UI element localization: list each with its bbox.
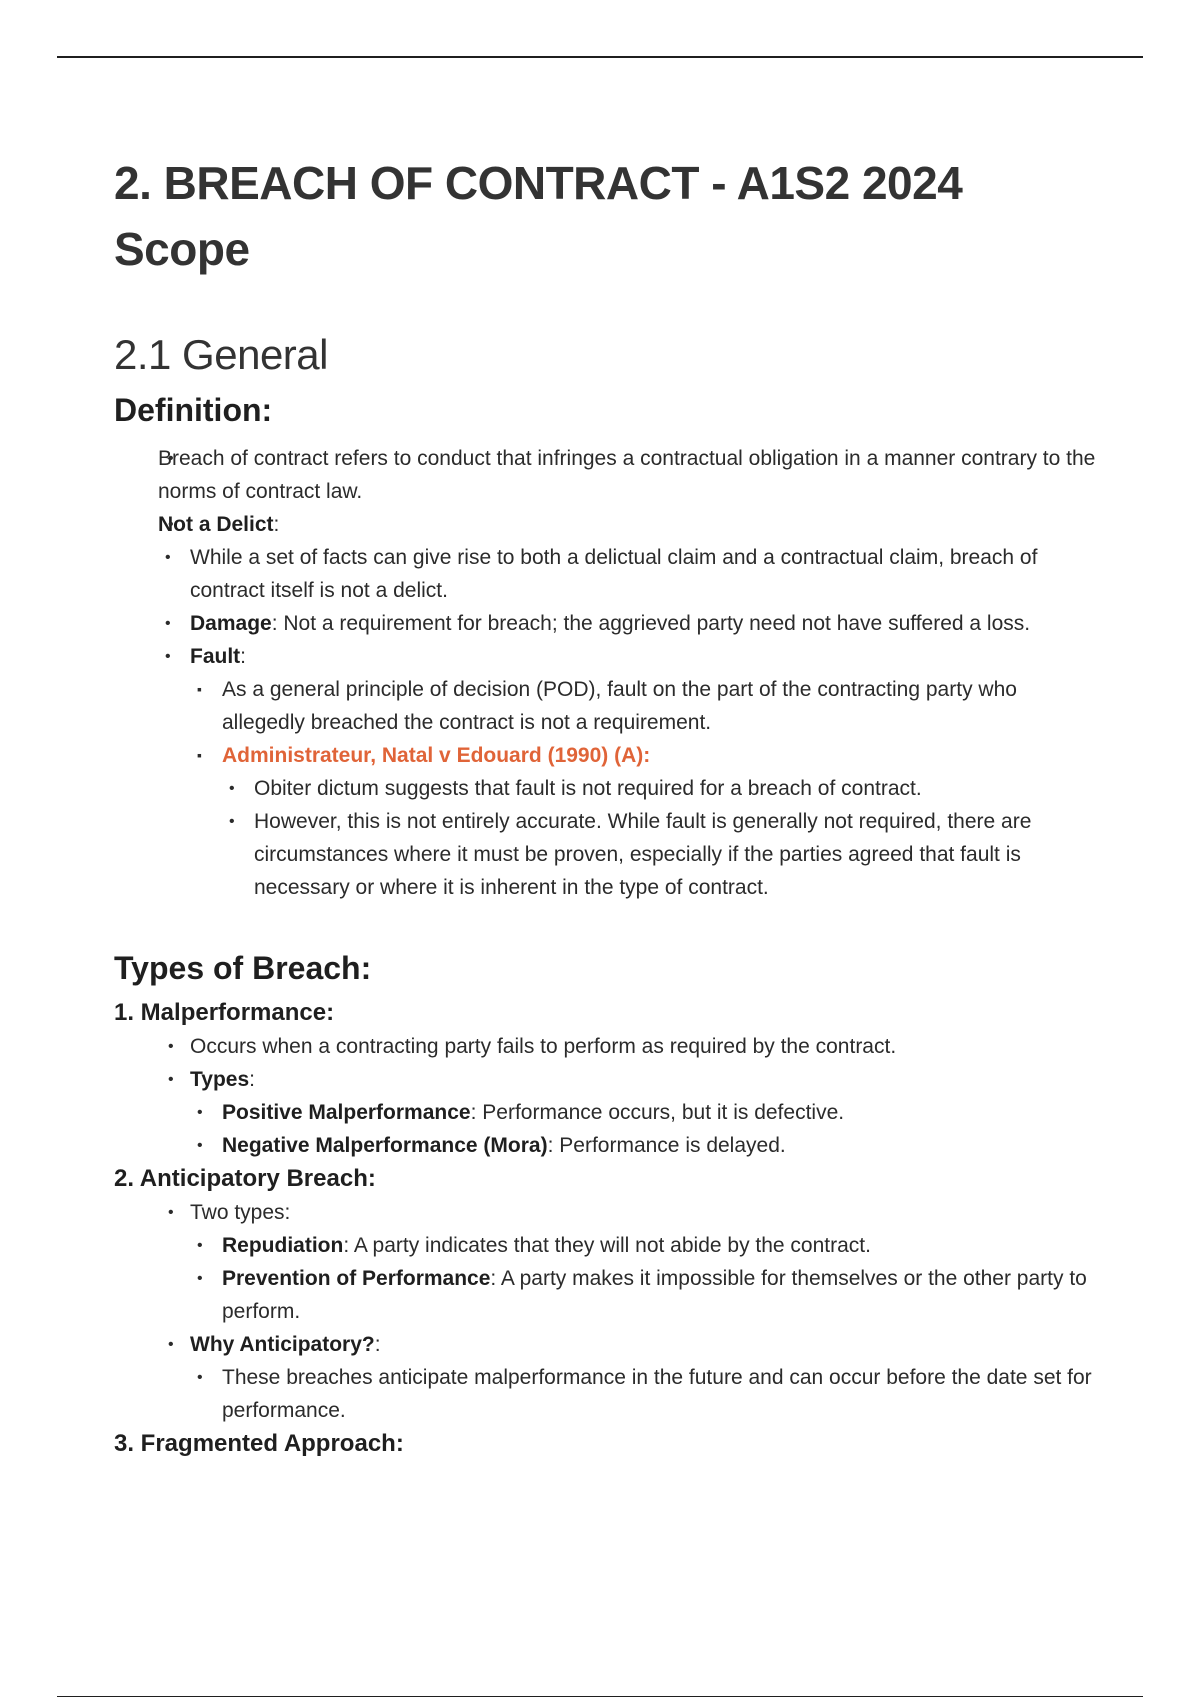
list-item (158, 1196, 1104, 1328)
list-item (254, 805, 1104, 904)
anticipatory-text: Two types: (190, 1201, 291, 1224)
list-item (190, 541, 1104, 607)
negative-text: : Performance is delayed. (547, 1134, 786, 1157)
case-points-list (222, 772, 1104, 904)
positive-text: : Performance occurs, but it is defective. (470, 1101, 845, 1124)
document-title: 2. BREACH OF CONTRACT - A1S2 2024 Scope (114, 157, 963, 275)
repudiation-text: : A party indicates that they will not abide by the contract. (343, 1234, 871, 1257)
section-heading: 2.1 General (114, 331, 328, 378)
why-list (190, 1361, 1104, 1427)
anticipatory-list (114, 1196, 1104, 1427)
not-delict-label: Not a Delict (158, 513, 274, 536)
why-label: Why Anticipatory? (190, 1333, 375, 1356)
not-delict-list (158, 541, 1104, 904)
positive-label: Positive Malperformance (222, 1101, 471, 1124)
repudiation-label: Repudiation (222, 1234, 344, 1257)
list-item: • Types: • Positive Malperformance: Performance occurs, but it is defective. • Negative Malperformance (Mora): Performance is delayed. (158, 1063, 1104, 1162)
case-reference: Administrateur, Natal v Edouard (1990) (A) (222, 744, 644, 767)
why-text: These breaches anticipate malperformance in the future and can occur before the date set for performance. (222, 1366, 1092, 1422)
top-rule (57, 56, 1143, 58)
list-item (158, 1030, 1104, 1063)
malperformance-types-list (190, 1096, 1104, 1162)
fragmented-heading: 3. Fragmented Approach: (114, 1430, 404, 1457)
anticipatory-types-list (190, 1229, 1104, 1328)
malperformance-heading: 1. Malperformance: (114, 999, 335, 1026)
fault-label: Fault (190, 645, 241, 668)
bottom-rule (57, 1696, 1143, 1697)
fault-list (190, 673, 1104, 904)
document-body (114, 150, 1104, 1461)
definition-text: Breach of contract refers to conduct that infringes a contractual obligation in a manner contrary to the norms of contract law. (158, 447, 1096, 503)
malperformance-list (114, 1030, 1104, 1162)
prevention-label: Prevention of Performance (222, 1267, 491, 1290)
list-item: • Fault: ▪ As a general principle of decision (POD), fault on the part of the contracting party who allegedly breached the contract is not a requirement. ▪ Administrateur, Natal v Edouard (1990) (A): • Obiter dictum suggests that fault is not required for a breach of contract. • However, this is not entirely accurate. While fault is generally not required, there are circumstances where it must be proven, especially if the parties agreed that fault is necessary or where it is inherent in the type of contract. (190, 640, 1104, 904)
definition-list (114, 442, 1104, 904)
list-item (222, 1129, 1104, 1162)
negative-label: Negative Malperformance (Mora) (222, 1134, 548, 1157)
list-item (222, 1262, 1104, 1328)
list-item (222, 1229, 1104, 1262)
damage-text: : Not a requirement for breach; the aggrieved party need not have suffered a loss. (271, 612, 1031, 635)
list-item (222, 1361, 1104, 1427)
types-label: Types (190, 1068, 250, 1091)
prevention-text: : A party makes it impossible for themselves or the other party to perform. (222, 1267, 1087, 1323)
list-item: ▪ Administrateur, Natal v Edouard (1990) (A): • Obiter dictum suggests that fault is not required for a breach of contract. • However, this is not entirely accurate. While fault is generally not required, there are circumstances where it must be proven, especially if the parties agreed that fault is necessary or where it is inherent in the type of contract. (222, 739, 1104, 904)
types-heading: Types of Breach: (114, 950, 372, 986)
list-item (254, 772, 1104, 805)
list-item (158, 442, 1104, 508)
list-item (190, 607, 1104, 640)
anticipatory-heading: 2. Anticipatory Breach: (114, 1165, 376, 1192)
list-item (222, 673, 1104, 739)
case-point: However, this is not entirely accurate. While fault is generally not required, there are circumstances where it must be proven, especially if the parties agreed that fault is necessary or where it is inherent in the type of contract. (254, 810, 1032, 899)
not-delict-text: While a set of facts can give rise to both a delictual claim and a contractual claim, breach of contract itself is not a delict. (190, 546, 1038, 602)
list-item (222, 1096, 1104, 1129)
fault-text: As a general principle of decision (POD), fault on the part of the contracting party who allegedly breached the contract is not a requirement. (222, 678, 1017, 734)
definition-heading: Definition: (114, 392, 273, 428)
case-point: Obiter dictum suggests that fault is not required for a breach of contract. (254, 777, 922, 800)
list-item: • Not a Delict: • While a set of facts can give rise to both a delictual claim and a contractual claim, breach of contract itself is not a delict. • Damage: Not a requirement for breach; the aggrieved party need not have suffered a loss. • Fault: ▪ As a general principle of decision (POD), fault on the part of the contracting party who allegedly breached the contract is not a requirement. ▪ Administrateur, Natal v Edouard (1990) (A): • Obiter dictum suggests that fault is not required for a breach of contract. • However, this is not entirely accurate. While fault is generally not required, there are circumstances where it must be proven, especially if the parties agreed that fault is necessary or where it is inherent in the type of contract. (158, 508, 1104, 904)
damage-label: Damage (190, 612, 272, 635)
malperformance-text: Occurs when a contracting party fails to perform as required by the contract. (190, 1035, 897, 1058)
list-item: • Why Anticipatory?: • These breaches anticipate malperformance in the future and can occur before the date set for performance. (158, 1328, 1104, 1427)
